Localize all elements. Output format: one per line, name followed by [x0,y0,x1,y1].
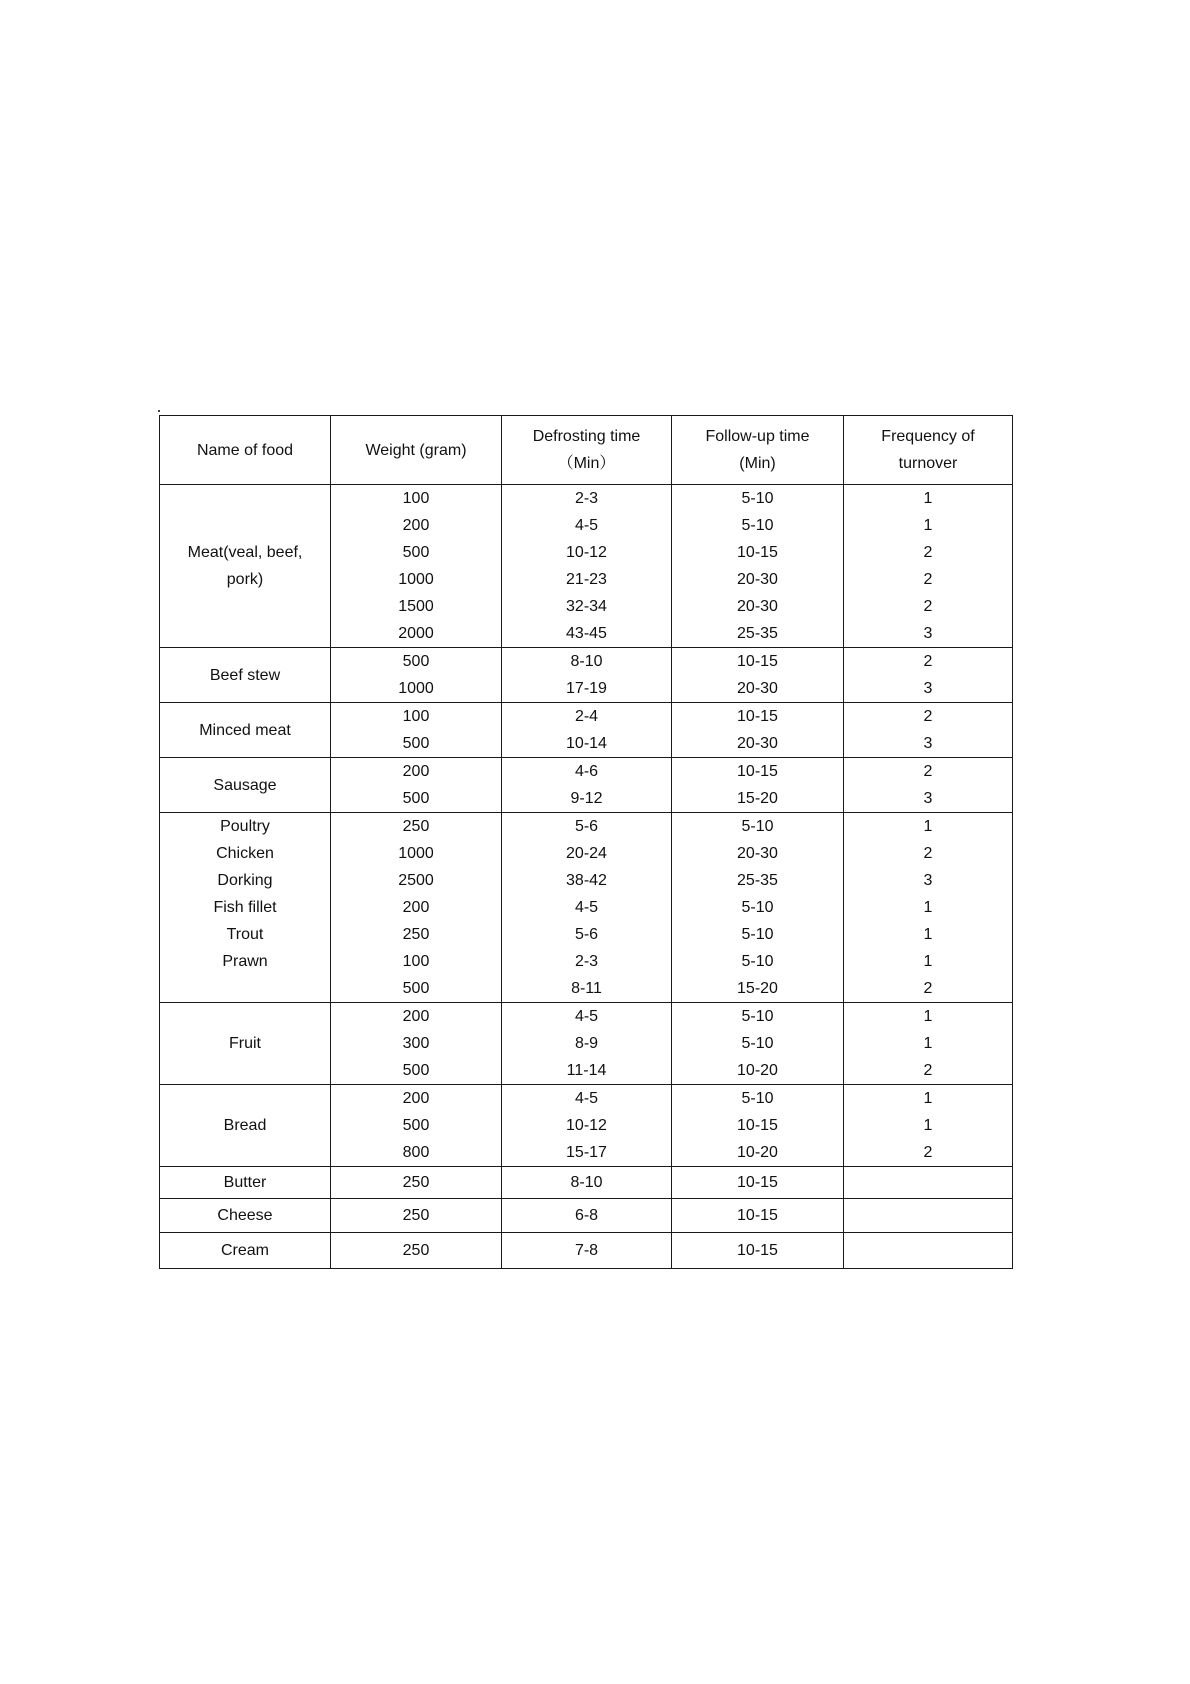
defrosting-time-value: 4-6 [574,763,599,780]
food-name: Bread [223,1117,267,1134]
food-name: Cream [220,1242,269,1259]
defrosting-time-value: 8-9 [574,1035,599,1052]
follow-up-time-value: 5-10 [741,490,774,507]
defrosting-time-cell [502,1167,672,1199]
turnover-frequency-cell [844,485,1013,648]
weight-value: 100 [402,953,430,970]
food-name-cell [160,813,331,1003]
follow-up-time-value: 25-35 [737,872,778,889]
follow-up-time-value: 20-30 [737,598,778,615]
weight-value: 250 [402,1174,430,1191]
follow-up-time-value: 25-35 [737,625,778,642]
defrosting-time-value: 32-34 [566,598,607,615]
food-name-cell [160,1085,331,1167]
food-name: Trout [226,926,264,943]
food-name-cell [160,1167,331,1199]
food-name: Poultry [220,818,270,835]
defrosting-time-value: 4-5 [574,517,599,534]
header-label: Weight (gram) [365,441,467,459]
turnover-frequency-value: 3 [923,625,933,642]
food-name: Beef stew [209,666,281,684]
turnover-frequency-value: 1 [923,953,933,970]
weight-value: 200 [402,899,430,916]
follow-up-time-value: 10-20 [737,1144,778,1161]
follow-up-time-value: 5-10 [741,926,774,943]
defrosting-time-value: 38-42 [566,872,607,889]
weight-cell [331,1233,502,1269]
weight-value: 200 [402,517,430,534]
turnover-frequency-value: 2 [923,708,933,725]
follow-up-time-value: 10-15 [737,1117,778,1134]
weight-value: 500 [402,980,430,997]
weight-cell [331,1003,502,1085]
food-name-cell [160,648,331,703]
food-group-row [160,758,1013,813]
weight-cell [331,758,502,813]
follow-up-time-value: 10-15 [737,1242,778,1259]
turnover-frequency-value: 2 [923,598,933,615]
defrosting-time-value: 43-45 [566,625,607,642]
defrosting-table [159,415,1013,1269]
food-group-row [160,485,1013,648]
food-name-cell [160,758,331,813]
header-label: Name of food [196,441,294,459]
follow-up-time-cell [672,1199,844,1233]
defrosting-time-value: 10-12 [566,1117,607,1134]
follow-up-time-value: 10-15 [737,1207,778,1224]
food-name: Prawn [222,953,268,970]
weight-value: 500 [402,735,430,752]
defrosting-time-value: 7-8 [574,1242,599,1259]
weight-value: 100 [402,490,430,507]
defrosting-time-value: 4-5 [574,1090,599,1107]
header-defrosting-time [502,416,672,485]
weight-value: 500 [402,1062,430,1079]
defrosting-time-cell [502,1085,672,1167]
turnover-frequency-value: 1 [923,818,933,835]
food-group-row [160,1003,1013,1085]
food-name: Fruit [229,1035,261,1052]
turnover-frequency-value: 3 [923,680,933,697]
food-name: Dorking [217,872,273,889]
follow-up-time-value: 5-10 [741,1090,774,1107]
turnover-frequency-value: 3 [923,872,933,889]
follow-up-time-cell [672,485,844,648]
defrosting-time-value: 4-5 [574,899,599,916]
follow-up-time-cell [672,1167,844,1199]
defrosting-time-value: 2-3 [574,953,599,970]
turnover-frequency-cell [844,1199,1013,1233]
turnover-frequency-cell [844,813,1013,1003]
weight-value: 250 [402,1242,430,1259]
turnover-frequency-value: 1 [923,926,933,943]
follow-up-time-value: 20-30 [737,735,778,752]
follow-up-time-cell [672,703,844,758]
food-name: Sausage [213,776,277,794]
food-name: Fish fillet [213,899,277,916]
weight-value: 200 [402,763,430,780]
food-group-row [160,1199,1013,1233]
weight-value: 800 [402,1144,430,1161]
defrosting-time-value: 20-24 [566,845,607,862]
turnover-frequency-cell [844,1085,1013,1167]
weight-cell [331,485,502,648]
food-group-row [160,1233,1013,1269]
food-name: Cheese [217,1207,273,1224]
follow-up-time-value: 10-15 [737,1174,778,1191]
follow-up-time-value: 5-10 [741,899,774,916]
food-name: Meat(veal, beef, [187,544,303,561]
defrosting-time-value: 8-10 [570,1174,603,1191]
food-name-cell [160,1233,331,1269]
turnover-frequency-value: 1 [923,490,933,507]
food-name-cell [160,703,331,758]
header-follow-up-time [672,416,844,485]
header-label: Defrosting time [532,428,641,445]
header-row [160,416,1013,485]
header-name-of-food [160,416,331,485]
defrosting-time-value: 4-5 [574,1008,599,1025]
follow-up-time-value: 5-10 [741,818,774,835]
weight-value: 2000 [398,625,434,642]
turnover-frequency-cell [844,703,1013,758]
turnover-frequency-cell [844,1233,1013,1269]
follow-up-time-cell [672,1003,844,1085]
defrosting-time-value: 10-14 [566,735,607,752]
follow-up-time-value: 15-20 [737,980,778,997]
follow-up-time-value: 20-30 [737,845,778,862]
follow-up-time-value: 15-20 [737,790,778,807]
turnover-frequency-value: 2 [923,544,933,561]
defrosting-time-cell [502,813,672,1003]
defrosting-time-value: 11-14 [566,1062,607,1079]
turnover-frequency-cell [844,1003,1013,1085]
turnover-frequency-value: 3 [923,735,933,752]
follow-up-time-value: 10-15 [737,708,778,725]
weight-value: 200 [402,1008,430,1025]
follow-up-time-value: 10-15 [737,544,778,561]
turnover-frequency-value: 1 [923,517,933,534]
header-frequency-of-turnover [844,416,1013,485]
turnover-frequency-value: 1 [923,1008,933,1025]
turnover-frequency-value: 1 [923,1090,933,1107]
follow-up-time-cell [672,1085,844,1167]
turnover-frequency-value: 2 [923,1144,933,1161]
defrosting-time-cell [502,758,672,813]
turnover-frequency-cell [844,648,1013,703]
follow-up-time-value: 10-20 [737,1062,778,1079]
food-group-row [160,703,1013,758]
table-header [160,416,1013,485]
follow-up-time-value: 10-15 [737,763,778,780]
turnover-frequency-value: 2 [923,653,933,670]
defrosting-time-cell [502,703,672,758]
weight-value: 500 [402,790,430,807]
header-label-cont: turnover [898,455,958,472]
turnover-frequency-cell [844,1167,1013,1199]
food-group-row [160,813,1013,1003]
follow-up-time-value: 5-10 [741,953,774,970]
weight-value: 500 [402,1117,430,1134]
table-body [160,485,1013,1269]
turnover-frequency-cell [844,758,1013,813]
weight-cell [331,703,502,758]
header-label: Follow-up time [705,428,810,445]
header-unit: （Min） [557,455,616,472]
follow-up-time-value: 5-10 [741,517,774,534]
follow-up-time-value: 20-30 [737,680,778,697]
follow-up-time-value: 20-30 [737,571,778,588]
defrosting-time-value: 17-19 [566,680,607,697]
weight-value: 2500 [398,872,434,889]
defrosting-time-value: 2-3 [574,490,599,507]
page-mark [158,410,160,412]
weight-value: 100 [402,708,430,725]
turnover-frequency-value: 2 [923,1062,933,1079]
food-name: Chicken [216,845,274,862]
food-name: Butter [223,1174,267,1191]
weight-value: 1500 [398,598,434,615]
turnover-frequency-value: 2 [923,571,933,588]
follow-up-time-cell [672,813,844,1003]
food-name: Minced meat [199,721,291,739]
food-group-row [160,1085,1013,1167]
defrosting-time-value: 5-6 [574,818,599,835]
defrosting-time-cell [502,485,672,648]
defrosting-time-value: 6-8 [574,1207,599,1224]
food-name: pork) [226,571,264,588]
defrosting-time-value: 21-23 [566,571,607,588]
follow-up-time-cell [672,758,844,813]
turnover-frequency-value: 3 [923,790,933,807]
weight-value: 500 [402,653,430,670]
weight-value: 250 [402,818,430,835]
weight-cell [331,1199,502,1233]
weight-value: 500 [402,544,430,561]
weight-value: 250 [402,1207,430,1224]
follow-up-time-cell [672,648,844,703]
weight-value: 1000 [398,845,434,862]
defrosting-time-value: 8-10 [570,653,603,670]
weight-value: 250 [402,926,430,943]
defrosting-time-cell [502,1199,672,1233]
defrosting-time-cell [502,1233,672,1269]
turnover-frequency-value: 2 [923,763,933,780]
turnover-frequency-value: 2 [923,980,933,997]
defrosting-time-value: 9-12 [570,790,603,807]
header-label: Frequency of [881,428,975,445]
turnover-frequency-value: 2 [923,845,933,862]
weight-cell [331,813,502,1003]
food-name-cell [160,485,331,648]
follow-up-time-value: 5-10 [741,1035,774,1052]
defrosting-time-value: 5-6 [574,926,599,943]
food-group-row [160,1167,1013,1199]
weight-cell [331,648,502,703]
follow-up-time-value: 10-15 [737,653,778,670]
food-name-cell [160,1003,331,1085]
weight-cell [331,1085,502,1167]
weight-value: 300 [402,1035,430,1052]
header-weight [331,416,502,485]
weight-value: 1000 [398,571,434,588]
weight-value: 200 [402,1090,430,1107]
follow-up-time-value: 5-10 [741,1008,774,1025]
defrosting-time-value: 10-12 [566,544,607,561]
food-name-cell [160,1199,331,1233]
defrosting-time-value: 15-17 [566,1144,607,1161]
turnover-frequency-value: 1 [923,1117,933,1134]
food-group-row [160,648,1013,703]
defrosting-time-cell [502,648,672,703]
turnover-frequency-value: 1 [923,1035,933,1052]
header-unit: (Min) [739,455,776,472]
turnover-frequency-value: 1 [923,899,933,916]
defrosting-time-cell [502,1003,672,1085]
follow-up-time-cell [672,1233,844,1269]
defrosting-time-value: 2-4 [574,708,599,725]
weight-value: 1000 [398,680,434,697]
defrosting-time-value: 8-11 [571,980,602,997]
weight-cell [331,1167,502,1199]
